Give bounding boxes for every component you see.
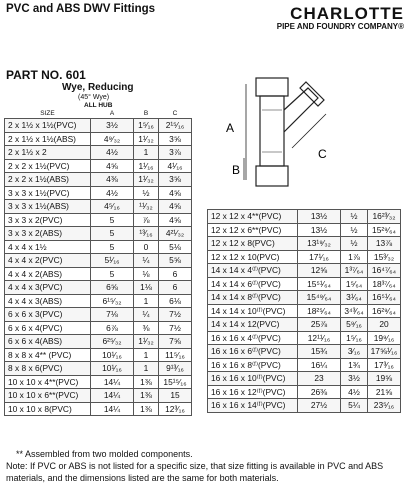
table-row	[208, 331, 401, 345]
cell-b: 1⁵⁄₆₄	[341, 277, 368, 291]
cell-size: 14 x 14 x 4⁽ᶠ⁾(PVC)	[208, 264, 298, 278]
cell-c: 5⅛	[159, 240, 192, 254]
cell-size: 2 x 2 x 1½(ABS)	[5, 173, 91, 187]
table-row	[208, 385, 401, 399]
cell-size: 16 x 16 x 14⁽ᶠ⁾(PVC)	[208, 399, 298, 413]
cell-a: 4⁵⁄₁₆	[91, 200, 134, 214]
cell-b: 1	[134, 146, 159, 160]
cell-size: 4 x 4 x 3(ABS)	[5, 294, 91, 308]
cell-a: 12⅝	[298, 264, 341, 278]
table-row	[5, 281, 192, 295]
cell-c: 15	[159, 389, 192, 403]
cell-size: 8 x 8 x 6(PVC)	[5, 362, 91, 376]
cell-size: 2 x 2 x 1½(PVC)	[5, 159, 91, 173]
cell-a: 5¹⁄₁₆	[91, 254, 134, 268]
cell-c: 19⁹⁄₁₆	[368, 331, 401, 345]
cell-b: ⅞	[134, 213, 159, 227]
table-row	[5, 362, 192, 376]
brand-name: CHARLOTTE	[290, 4, 404, 23]
cell-b: ½	[341, 237, 368, 251]
cell-size: 10 x 10 x 8(PVC)	[5, 402, 91, 416]
table-row	[208, 345, 401, 359]
col-a: A	[91, 110, 134, 119]
cell-size: 12 x 12 x 4**(PVC)	[208, 210, 298, 224]
cell-c: 21⅝	[368, 385, 401, 399]
cell-size: 3 x 3 x 2(ABS)	[5, 227, 91, 241]
cell-a: 4½	[91, 146, 134, 160]
cell-size: 12 x 12 x 6**(PVC)	[208, 223, 298, 237]
cell-b: 1³⁷⁄₆₄	[341, 264, 368, 278]
table-row	[5, 119, 192, 133]
table-row	[208, 210, 401, 224]
cell-c: 23⁵⁄₁₆	[368, 399, 401, 413]
cell-b: 1⅛	[134, 281, 159, 295]
col-c: C	[159, 110, 192, 119]
table-row	[208, 264, 401, 278]
diagram-label-a: A	[226, 121, 235, 135]
cell-b: ¹¹⁄₃₂	[134, 200, 159, 214]
cell-size: 6 x 6 x 4(PVC)	[5, 321, 91, 335]
table-row	[208, 372, 401, 386]
cell-c: 2¹⁵⁄₁₆	[159, 119, 192, 133]
cell-a: 17¹⁄₁₆	[298, 250, 341, 264]
cell-a: 7⅛	[91, 308, 134, 322]
cell-b: 3½	[341, 372, 368, 386]
cell-size: 10 x 10 x 4**(PVC)	[5, 375, 91, 389]
cell-a: 15⁵¹⁄₆₄	[298, 277, 341, 291]
cell-c: 16²⁹⁄₆₄	[368, 304, 401, 318]
cell-size: 16 x 16 x 8⁽ᶠ⁾(PVC)	[208, 358, 298, 372]
page-header: PVC and ABS DWV Fittings	[6, 3, 156, 15]
cell-b: ⅜	[134, 321, 159, 335]
cell-c: 16⁴⁷⁄₆₄	[368, 264, 401, 278]
cell-a: 14¼	[91, 402, 134, 416]
cell-c: 6	[159, 267, 192, 281]
cell-c: 11⁵⁄₁₆	[159, 348, 192, 362]
wye-fitting-diagram	[222, 70, 352, 200]
cell-c: 4²¹⁄₃₂	[159, 227, 192, 241]
table-row	[208, 250, 401, 264]
cell-c: 19⅝	[368, 372, 401, 386]
cell-a: 6²⁵⁄₃₂	[91, 335, 134, 349]
cell-a: 26⅜	[298, 385, 341, 399]
cell-b: 3¹⁄₆₄	[341, 291, 368, 305]
cell-a: 5	[91, 240, 134, 254]
cell-b: 1¹⁄₃₂	[134, 132, 159, 146]
cell-size: 3 x 3 x 2(PVC)	[5, 213, 91, 227]
part-hub: ALL HUB	[84, 102, 113, 109]
table-row	[208, 399, 401, 413]
cell-b: 1¹⁄₃₂	[134, 335, 159, 349]
footnotes	[6, 448, 406, 484]
col-size: SIZE	[5, 110, 91, 119]
table-row	[5, 308, 192, 322]
table-row	[5, 267, 192, 281]
cell-a: 23	[298, 372, 341, 386]
cell-b: 4½	[341, 385, 368, 399]
size-table-right	[207, 209, 401, 413]
cell-a: 5	[91, 213, 134, 227]
cell-c: 5⅝	[159, 254, 192, 268]
cell-c: 4⅝	[159, 186, 192, 200]
cell-b: 3⁄₁₆	[341, 345, 368, 359]
cell-size: 2 x 1½ x 1½(ABS)	[5, 132, 91, 146]
table-row	[5, 227, 192, 241]
cell-b: 1⅜	[134, 375, 159, 389]
cell-c: 13⅞	[368, 237, 401, 251]
cell-a: 4⁹⁄₃₂	[91, 132, 134, 146]
table-row	[208, 237, 401, 251]
cell-a: 12¹¹⁄₁₆	[298, 331, 341, 345]
table-row	[5, 200, 192, 214]
cell-b: 3⁴³⁄₆₄	[341, 304, 368, 318]
cell-size: 14 x 14 x 12(PVC)	[208, 318, 298, 332]
cell-a: 4½	[91, 186, 134, 200]
table-row	[208, 318, 401, 332]
cell-a: 16¼	[298, 358, 341, 372]
cell-b: 5¼	[341, 399, 368, 413]
cell-c: 15³⁄₃₂	[368, 250, 401, 264]
cell-b: 1⅞	[341, 250, 368, 264]
cell-a: 14¼	[91, 375, 134, 389]
cell-size: 14 x 14 x 6⁽ᶠ⁾(PVC)	[208, 277, 298, 291]
cell-c: 3⅝	[159, 173, 192, 187]
cell-a: 3½	[91, 119, 134, 133]
cell-a: 13½	[298, 223, 341, 237]
table-row	[5, 159, 192, 173]
cell-b: ¹³⁄₁₆	[134, 227, 159, 241]
cell-a: 6⅝	[91, 281, 134, 295]
cell-a: 6⅞	[91, 321, 134, 335]
cell-c: 4¹⁄₁₆	[159, 159, 192, 173]
part-subtitle: (45° Wye)	[78, 94, 110, 101]
table-row	[208, 358, 401, 372]
cell-c: 6	[159, 281, 192, 295]
cell-a: 6¹⁵⁄₃₂	[91, 294, 134, 308]
table-row	[5, 240, 192, 254]
cell-b: 1	[134, 294, 159, 308]
cell-b: ½	[341, 223, 368, 237]
cell-b: ½	[341, 210, 368, 224]
cell-size: 3 x 3 x 1½(ABS)	[5, 200, 91, 214]
part-number: PART NO. 601	[6, 68, 86, 82]
cell-size: 4 x 4 x 2(PVC)	[5, 254, 91, 268]
cell-a: 15¾	[298, 345, 341, 359]
cell-a: 15⁴⁹⁄₆₄	[298, 291, 341, 305]
table-row	[5, 186, 192, 200]
table-row	[5, 132, 192, 146]
table-row	[208, 223, 401, 237]
table-row	[5, 146, 192, 160]
cell-a: 27½	[298, 399, 341, 413]
cell-c: 16²³⁄₃₂	[368, 210, 401, 224]
cell-c: 16⁵¹⁄₆₄	[368, 291, 401, 305]
cell-c: 3⅞	[159, 146, 192, 160]
cell-a: 13½	[298, 210, 341, 224]
cell-b: ½	[134, 186, 159, 200]
cell-b: 1¹⁄₃₂	[134, 173, 159, 187]
cell-size: 16 x 16 x 10⁽ᶠ⁾(PVC)	[208, 372, 298, 386]
cell-a: 10¹⁄₁₆	[91, 362, 134, 376]
cell-c: 3⅝	[159, 132, 192, 146]
cell-a: 5	[91, 227, 134, 241]
cell-c: 15¹⁵⁄₁₆	[159, 375, 192, 389]
cell-b: 1¾	[341, 358, 368, 372]
cell-b: 1⁵⁄₁₆	[134, 119, 159, 133]
cell-c: 12³⁄₁₆	[159, 402, 192, 416]
cell-size: 6 x 6 x 3(PVC)	[5, 308, 91, 322]
table-row	[5, 173, 192, 187]
table-row	[5, 213, 192, 227]
diagram-label-c: C	[318, 147, 327, 161]
cell-a: 13¹⁹⁄₃₂	[298, 237, 341, 251]
cell-size: 2 x 1½ x 2	[5, 146, 91, 160]
diagram-label-b: B	[232, 163, 241, 177]
cell-size: 16 x 16 x 12⁽ᶠ⁾(PVC)	[208, 385, 298, 399]
brand-logo	[277, 5, 404, 31]
cell-size: 12 x 12 x 10(PVC)	[208, 250, 298, 264]
cell-c: 7½	[159, 308, 192, 322]
cell-size: 8 x 8 x 4** (PVC)	[5, 348, 91, 362]
cell-size: 14 x 14 x 10⁽ᶠ⁾(PVC)	[208, 304, 298, 318]
cell-b: 5⁹⁄₁₆	[341, 318, 368, 332]
cell-c: 7½	[159, 321, 192, 335]
cell-b: ⅛	[134, 267, 159, 281]
table-row	[5, 294, 192, 308]
brand-subtitle: PIPE AND FOUNDRY COMPANY®	[276, 22, 404, 31]
cell-b: 1	[134, 348, 159, 362]
cell-size: 10 x 10 x 6**(PVC)	[5, 389, 91, 403]
cell-b: 1⅜	[134, 402, 159, 416]
cell-size: 14 x 14 x 8⁽ᶠ⁾(PVC)	[208, 291, 298, 305]
footnote-assembled: ** Assembled from two molded components.	[16, 449, 193, 459]
cell-size: 16 x 16 x 4⁽ᶠ⁾(PVC)	[208, 331, 298, 345]
cell-size: 4 x 4 x 1½	[5, 240, 91, 254]
col-b: B	[134, 110, 159, 119]
cell-size: 16 x 16 x 6⁽ᶠ⁾(PVC)	[208, 345, 298, 359]
cell-c: 20	[368, 318, 401, 332]
cell-a: 18²⁵⁄₆₄	[298, 304, 341, 318]
cell-b: ¼	[134, 308, 159, 322]
part-title: Wye, Reducing	[62, 82, 134, 93]
table-row	[5, 321, 192, 335]
table-row	[208, 304, 401, 318]
table-row	[5, 402, 192, 416]
cell-b: 1	[134, 362, 159, 376]
table-header	[5, 110, 192, 119]
cell-c: 18³⁷⁄₆₄	[368, 277, 401, 291]
cell-size: 4 x 4 x 3(PVC)	[5, 281, 91, 295]
cell-size: 2 x 1½ x 1½(PVC)	[5, 119, 91, 133]
cell-c: 17⅝¹⁄₁₆	[368, 345, 401, 359]
cell-c: 17³⁄₁₆	[368, 358, 401, 372]
table-row	[5, 348, 192, 362]
cell-b: 1⅜	[134, 389, 159, 403]
cell-c: 7⅝	[159, 335, 192, 349]
cell-c: 15²⁹⁄₆₄	[368, 223, 401, 237]
table-row	[208, 291, 401, 305]
table-row	[5, 389, 192, 403]
cell-a: 4⅝	[91, 159, 134, 173]
table-row	[5, 254, 192, 268]
footnote-note: Note: If PVC or ABS is not listed for a specific size, that size fitting is available in PVC and ABS materials, and the dimensions listed are the same for both materials.	[6, 461, 384, 483]
cell-a: 25⅞	[298, 318, 341, 332]
cell-b: 0	[134, 240, 159, 254]
cell-c: 4⅝	[159, 200, 192, 214]
cell-b: 1⁵⁄₁₆	[341, 331, 368, 345]
cell-c: 4⅝	[159, 213, 192, 227]
cell-c: 9¹³⁄₁₆	[159, 362, 192, 376]
table-row	[208, 277, 401, 291]
cell-c: 6⅛	[159, 294, 192, 308]
cell-a: 4⅜	[91, 173, 134, 187]
table-row	[5, 375, 192, 389]
cell-b: 1¹⁄₁₆	[134, 159, 159, 173]
cell-a: 10¹⁄₁₆	[91, 348, 134, 362]
cell-size: 12 x 12 x 8(PVC)	[208, 237, 298, 251]
table-row	[5, 335, 192, 349]
cell-size: 3 x 3 x 1½(PVC)	[5, 186, 91, 200]
cell-size: 6 x 6 x 4(ABS)	[5, 335, 91, 349]
size-table-left	[4, 110, 192, 416]
cell-a: 5	[91, 267, 134, 281]
cell-size: 4 x 4 x 2(ABS)	[5, 267, 91, 281]
cell-b: ¼	[134, 254, 159, 268]
cell-a: 14¼	[91, 389, 134, 403]
